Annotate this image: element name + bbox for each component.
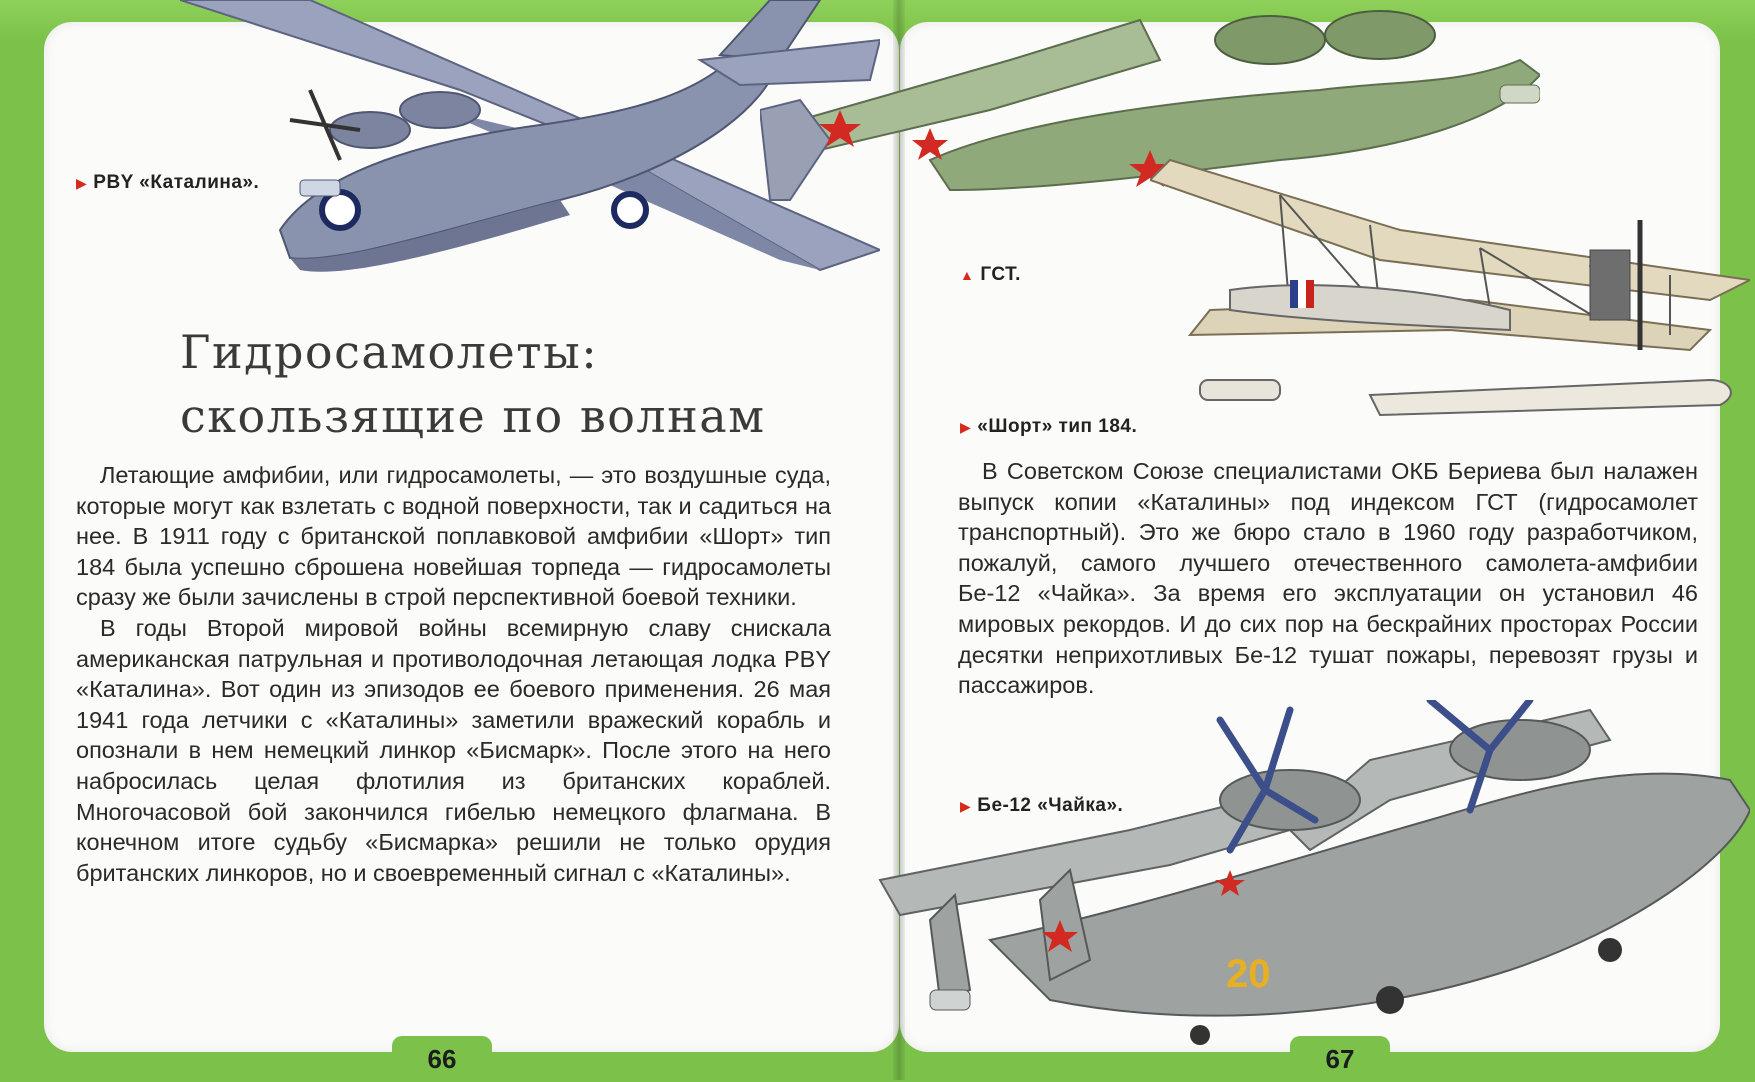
caption-arrow-icon: ▶: [960, 419, 972, 435]
caption-catalina-text: PBY «Каталина».: [93, 172, 260, 193]
title-line-1: Гидросамолеты:: [180, 325, 599, 379]
caption-short: [960, 416, 1137, 438]
caption-arrow-icon: ▶: [960, 798, 972, 814]
right-paragraph-1: В Советском Союзе специалистами ОКБ Бериева был налажен выпуск копии «Каталины» под индексом ГСТ (гидросамолет транспортный). Это же бюро стало в 1960 году разработчиком, пожалуй, самого лучшего отечественного самолета-амфибии Бе-12 «Чайка». За время его эксплуатации он установил 46 мировых рекордов. И до сих пор на бескрайних просторах России десятки неприхотливых Бе-12 тушат пожары, перевозят грузы и пассажиров.: [958, 458, 1698, 699]
page-number-right: 67: [1290, 1036, 1390, 1080]
caption-arrow-icon: ▶: [76, 175, 88, 191]
page-title: [180, 320, 766, 448]
be12-tail-number: 20: [1226, 952, 1271, 996]
caption-arrow-icon: ▲: [960, 267, 975, 283]
caption-be12-text: Бе-12 «Чайка».: [977, 795, 1124, 816]
be12-illustration: [870, 700, 1750, 1060]
title-line-2: скользящие по волнам: [180, 389, 766, 443]
caption-gst-text: ГСТ.: [980, 264, 1021, 285]
left-paragraph-1: Летающие амфибии, или гидросамолеты, — это воздушные суда, которые могут как взлетать с водной поверхности, так и садиться на нее. В 1911 году с британской поплавковой амфибии «Шорт» тип 184 была успешно сброшена новейшая торпеда — гидросамолеты сразу же были зачислены в строй перспективной боевой техники.: [76, 462, 831, 611]
short-184-illustration: [1150, 150, 1750, 450]
right-body-text: [958, 456, 1698, 701]
left-body-text: [76, 460, 831, 888]
left-paragraph-2: В годы Второй мировой войны всемирную славу снискала американская патрульная и противолодочная летающая лодка PBY «Каталина». Вот один из эпизодов ее боевого применения. 26 мая 1941 года летчики с «Каталины» заметили вражеский корабль и опознали в нем немецкий линкор «Бисмарк». После этого на него набросилась целая флотилия из британских кораблей. Многочасовой бой закончился гибелью немецкого флагмана. В конечном итоге судьбу «Бисмарка» решили не только орудия британских линкоров, но и своевременный сигнал с «Каталины».: [76, 614, 831, 886]
caption-short-text: «Шорт» тип 184.: [977, 416, 1138, 437]
page-number-left: 66: [392, 1036, 492, 1080]
caption-gst: [960, 264, 1021, 286]
caption-catalina: [76, 172, 259, 194]
